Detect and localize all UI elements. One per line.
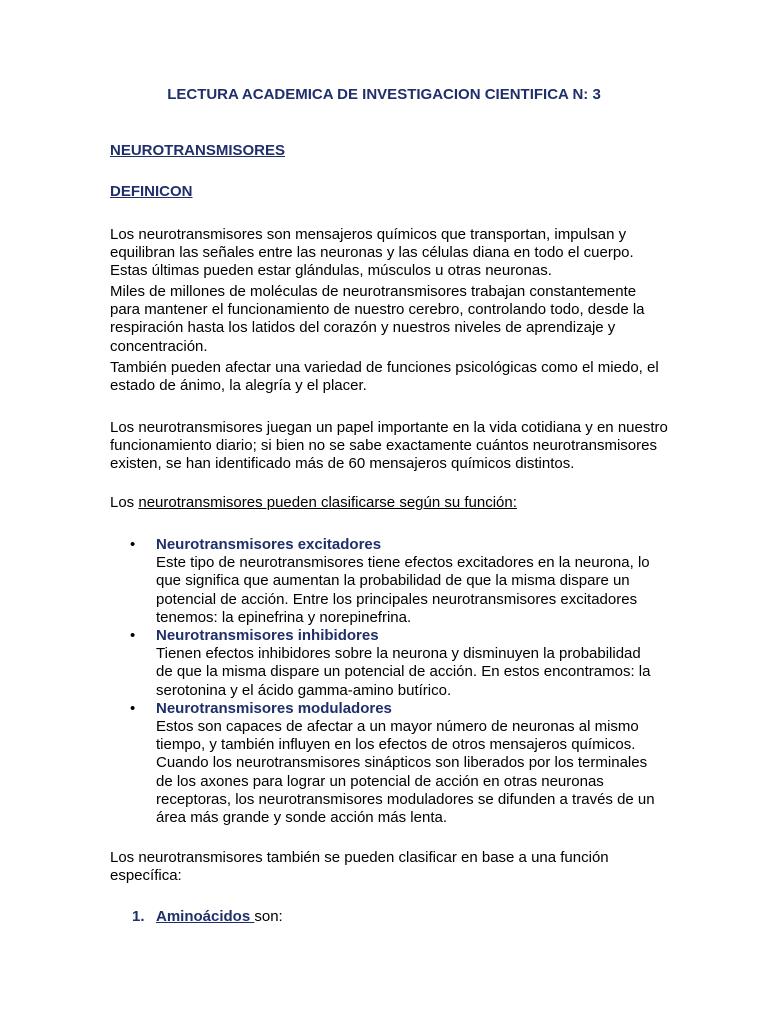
bullet-text: Estos son capaces de afectar a un mayor número de neuronas al mismo tiempo, y también influyen en los efectos de otros mensajeros químicos. Cuando los neurotransmisores sinápticos son liberados por los terminales de los axones para lograr un potencial de acción en otras neuronas receptoras, los neurotransmisores moduladores se difunden a través de un área más grande y sonde acción más lenta. — [156, 718, 655, 827]
paragraph-specific-function: Los neurotransmisores también se pueden clasificar en base a una función específica: — [110, 849, 609, 885]
paragraph-molecules: Miles de millones de moléculas de neurotransmisores trabajan constantemente para mantener el funcionamiento de nuestro cerebro, controlando todo, desde la respiración hasta los latidos del corazón y nuestros niveles de aprendizaje y concentración. — [110, 283, 645, 355]
function-bullet-list — [0, 536, 768, 827]
numbered-item-rest: son: — [254, 908, 283, 925]
bullet-item-moduladores — [0, 700, 768, 827]
paragraph-psychological: También pueden afectar una variedad de funciones psicológicas como el miedo, el estado de ánimo, la alegría y el placer. — [110, 359, 659, 395]
bullet-icon: • — [130, 699, 136, 717]
document-title: LECTURA ACADEMICA DE INVESTIGACION CIENTIFICA N: 3 — [167, 86, 601, 103]
bullet-text: Tienen efectos inhibidores sobre la neurona y disminuyen la probabilidad de que la misma dispare un potencial de acción. En estos encontramos: la serotonina y el ácido gamma-amino butírico. — [156, 645, 651, 699]
bullet-title: Neurotransmisores excitadores — [156, 536, 382, 553]
bullet-item-inhibidores — [0, 627, 768, 700]
paragraph-classification — [110, 494, 670, 512]
list-number: 1. — [132, 908, 145, 925]
classification-underlined: neurotransmisores pueden clasificarse según su función: — [138, 494, 517, 511]
bullet-title: Neurotransmisores inhibidores — [156, 627, 379, 645]
bullet-item-excitadores — [0, 536, 768, 627]
heading-neurotransmisores: NEUROTRANSMISORES — [110, 142, 286, 159]
bullet-text: Este tipo de neurotransmisores tiene efectos excitadores en la neurona, lo que significa que aumentan la probabilidad de que la misma dispare un potencial de acción. Entre los principales neurotransmisores excitadores tenemos: la epinefrina y norepinefrina. — [156, 554, 650, 626]
paragraph-daily-role: Los neurotransmisores juegan un papel importante en la vida cotidiana y en nuestro funcionamiento diario; si bien no se sabe exactamente cuántos neurotransmisores existen, se han identificado más de 60 mensajeros químicos distintos. — [110, 419, 668, 473]
classification-prefix: Los — [110, 494, 139, 511]
heading-definicion: DEFINICON — [110, 183, 193, 200]
aminoacidos-link[interactable]: Aminoácidos — [156, 908, 255, 925]
bullet-icon: • — [130, 627, 136, 645]
paragraph-definition: Los neurotransmisores son mensajeros químicos que transportan, impulsan y equilibran las señales entre las neuronas y las células diana en todo el cuerpo. Estas últimas pueden estar glándulas, músculos u otras neuronas. — [110, 226, 634, 280]
bullet-icon: • — [130, 536, 136, 553]
numbered-item-aminoacidos — [132, 908, 283, 926]
bullet-title: Neurotransmisores moduladores — [156, 699, 392, 717]
